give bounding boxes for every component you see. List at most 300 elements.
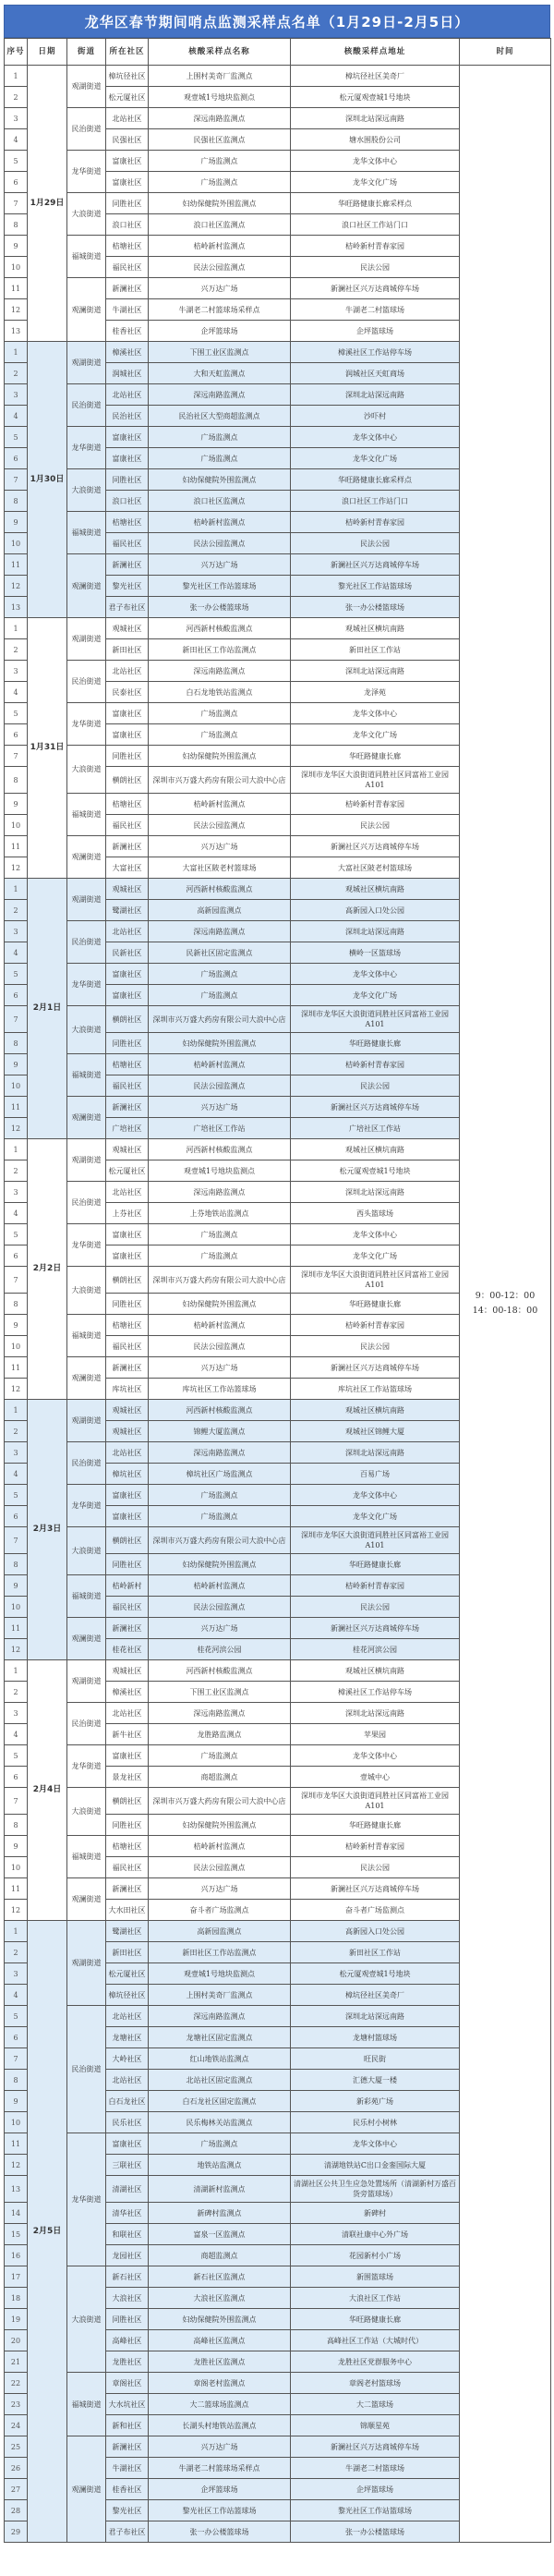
cell-street: 福城街道	[67, 236, 106, 278]
cell-site-name: 下围工业区监测点	[149, 342, 291, 363]
cell-site-address: 华旺路健康长廊	[291, 746, 460, 767]
cell-date: 2月4日	[28, 1660, 67, 1921]
cell-street: 福城街道	[67, 512, 106, 554]
cell-seq: 6	[5, 1506, 28, 1527]
cell-street: 观澜街道	[67, 554, 106, 618]
cell-site-name: 牛湖老二村篮球场采样点	[149, 2458, 291, 2479]
cell-seq: 1	[5, 879, 28, 900]
cell-site-name: 广场监测点	[149, 151, 291, 172]
cell-community: 大富社区	[106, 857, 149, 879]
cell-site-name: 桔岭新村监测点	[149, 1054, 291, 1075]
cell-community: 大浪社区	[106, 2288, 149, 2309]
cell-seq: 7	[5, 193, 28, 214]
cell-site-name: 新石社区监测点	[149, 2266, 291, 2288]
cell-street: 龙华街道	[67, 151, 106, 193]
cell-seq: 8	[5, 491, 28, 512]
cell-street: 福城街道	[67, 1575, 106, 1618]
cell-site-address: 龙华文化广场	[291, 172, 460, 193]
cell-site-name: 广场监测点	[149, 1245, 291, 1267]
cell-community: 新澜社区	[106, 1618, 149, 1639]
cell-community: 富康社区	[106, 724, 149, 746]
cell-seq: 1	[5, 342, 28, 363]
cell-site-name: 长湖头村地铁站监测点	[149, 2415, 291, 2436]
cell-seq: 9	[5, 794, 28, 815]
cell-site-name: 库坑社区工作站篮球场	[149, 1379, 291, 1400]
cell-site-address: 华旺路健康长廊	[291, 1815, 460, 1836]
cell-community: 民乐社区	[106, 2112, 149, 2133]
cell-seq: 1	[5, 1400, 28, 1421]
cell-street: 观湖街道	[67, 66, 106, 108]
cell-community: 高峰社区	[106, 2330, 149, 2351]
cell-site-address: 龙华文化广场	[291, 985, 460, 1006]
cell-site-address: 桔岭新村青春家园	[291, 1054, 460, 1075]
cell-community: 富康社区	[106, 151, 149, 172]
cell-community: 观城社区	[106, 879, 149, 900]
cell-seq: 2	[5, 1682, 28, 1703]
cell-community: 福民社区	[106, 1336, 149, 1357]
cell-site-address: 民法公园	[291, 1336, 460, 1357]
cell-date: 2月3日	[28, 1400, 67, 1660]
cell-site-address: 西头篮球场	[291, 1203, 460, 1224]
cell-community: 民强社区	[106, 129, 149, 151]
cell-site-name: 新田社区工作站监测点	[149, 1942, 291, 1963]
cell-seq: 10	[5, 533, 28, 554]
cell-seq: 2	[5, 1942, 28, 1963]
cell-seq: 23	[5, 2394, 28, 2415]
cell-site-address: 大二篮球场	[291, 2394, 460, 2415]
cell-seq: 10	[5, 257, 28, 278]
cell-site-address: 民法公园	[291, 1597, 460, 1618]
cell-seq: 7	[5, 1006, 28, 1033]
cell-community: 观城社区	[106, 618, 149, 639]
cell-seq: 11	[5, 554, 28, 576]
cell-site-name: 龙胜社区监测点	[149, 2351, 291, 2373]
cell-seq: 10	[5, 1075, 28, 1097]
cell-seq: 1	[5, 66, 28, 87]
cell-street: 龙华街道	[67, 427, 106, 469]
cell-site-address: 桔岭新村青春家园	[291, 794, 460, 815]
cell-seq: 17	[5, 2266, 28, 2288]
cell-seq: 7	[5, 2048, 28, 2070]
cell-community: 福民社区	[106, 1857, 149, 1878]
cell-site-address: 桔岭新村青春家园	[291, 1575, 460, 1597]
cell-site-address: 桔岭新村青春家园	[291, 1315, 460, 1336]
cell-site-address: 樟溪社区工作站停车场	[291, 1682, 460, 1703]
cell-site-name: 河西新村核酸监测点	[149, 1400, 291, 1421]
cell-site-address: 深圳市龙华区大浪街道同胜社区同富裕工业园A101	[291, 1788, 460, 1815]
cell-site-name: 广场监测点	[149, 1506, 291, 1527]
cell-community: 福民社区	[106, 1075, 149, 1097]
cell-street: 大浪街道	[67, 746, 106, 794]
cell-community: 新澜社区	[106, 554, 149, 576]
cell-community: 福民社区	[106, 1597, 149, 1618]
cell-site-name: 黎光社区工作站篮球场	[149, 2500, 291, 2521]
cell-community: 富康社区	[106, 427, 149, 448]
cell-community: 同胜社区	[106, 1033, 149, 1054]
cell-seq: 8	[5, 1554, 28, 1575]
cell-site-address: 新澜社区兴万达商城停车场	[291, 1357, 460, 1379]
cell-community: 景龙社区	[106, 1767, 149, 1788]
cell-seq: 5	[5, 703, 28, 724]
cell-site-address: 新围篮球场	[291, 2266, 460, 2288]
cell-site-address: 樟坑径社区美奇厂	[291, 1985, 460, 2006]
cell-seq: 27	[5, 2479, 28, 2500]
cell-site-name: 民法公园监测点	[149, 1857, 291, 1878]
cell-seq: 6	[5, 1245, 28, 1267]
cell-street: 观湖街道	[67, 879, 106, 921]
cell-community: 清湖社区	[106, 2176, 149, 2203]
cell-seq: 10	[5, 1857, 28, 1878]
cell-community: 广培社区	[106, 1118, 149, 1139]
cell-community: 民治社区	[106, 406, 149, 427]
table-body	[5, 66, 551, 2543]
cell-community: 君子布社区	[106, 2521, 149, 2543]
cell-seq: 2	[5, 639, 28, 661]
cell-seq: 12	[5, 576, 28, 597]
header-seq: 序号	[5, 39, 28, 66]
cell-site-address: 龙华文化广场	[291, 1245, 460, 1267]
cell-seq: 8	[5, 767, 28, 794]
cell-seq: 8	[5, 2070, 28, 2091]
cell-seq: 7	[5, 746, 28, 767]
cell-community: 北站社区	[106, 921, 149, 942]
cell-street: 观澜街道	[67, 1357, 106, 1400]
cell-site-name: 民法公园监测点	[149, 1075, 291, 1097]
cell-site-name: 兴万达广场	[149, 554, 291, 576]
header-date: 日期	[28, 39, 67, 66]
cell-site-address: 黎光社区工作站篮球场	[291, 2500, 460, 2521]
cell-seq: 1	[5, 1139, 28, 1160]
cell-site-name: 张一办公楼篮球场	[149, 597, 291, 618]
cell-site-address: 观城社区横坑南路	[291, 618, 460, 639]
cell-community: 牛湖社区	[106, 299, 149, 321]
cell-site-name: 上围村美奇厂监测点	[149, 66, 291, 87]
cell-site-address: 润城社区天虹商场	[291, 363, 460, 384]
cell-site-address: 民法公园	[291, 815, 460, 836]
cell-community: 牛湖社区	[106, 2458, 149, 2479]
cell-seq: 3	[5, 108, 28, 129]
cell-street: 龙华街道	[67, 2133, 106, 2266]
cell-seq: 13	[5, 321, 28, 342]
cell-street: 民治街道	[67, 384, 106, 427]
cell-site-name: 民治社区大型商超监测点	[149, 406, 291, 427]
cell-site-name: 兴万达广场	[149, 278, 291, 299]
cell-site-address: 牛湖老二村篮球场	[291, 299, 460, 321]
cell-site-name: 深圳市兴万盛大药房有限公司大浪中心店	[149, 767, 291, 794]
cell-community: 樟坑社区	[106, 1464, 149, 1485]
cell-community: 北站社区	[106, 2070, 149, 2091]
cell-site-address: 高峰社区工作站（大城时代）	[291, 2330, 460, 2351]
cell-street: 大浪街道	[67, 1267, 106, 1315]
cell-seq: 2	[5, 900, 28, 921]
cell-site-address: 樟溪社区工作站停车场	[291, 342, 460, 363]
cell-street: 观湖街道	[67, 1921, 106, 2006]
cell-seq: 2	[5, 363, 28, 384]
cell-seq: 12	[5, 1379, 28, 1400]
cell-seq: 22	[5, 2373, 28, 2394]
header-name: 核酸采样点名称	[149, 39, 291, 66]
cell-site-address: 深圳北站深远南路	[291, 921, 460, 942]
cell-seq: 6	[5, 985, 28, 1006]
cell-site-name: 妇幼保健院外围监测点	[149, 746, 291, 767]
cell-site-name: 白石龙地铁站监测点	[149, 682, 291, 703]
cell-site-address: 高新园入口处公园	[291, 1921, 460, 1942]
cell-site-address: 苹果园	[291, 1724, 460, 1745]
cell-site-name: 广培社区工作站	[149, 1118, 291, 1139]
cell-street: 龙华街道	[67, 1745, 106, 1788]
cell-site-name: 广场监测点	[149, 172, 291, 193]
table-row	[5, 66, 551, 87]
cell-street: 大浪街道	[67, 2266, 106, 2373]
cell-site-name: 河西新村核酸监测点	[149, 1660, 291, 1682]
cell-site-address: 大浪社区工作站	[291, 2288, 460, 2309]
cell-site-name: 高新园监测点	[149, 900, 291, 921]
cell-community: 桔岭新村	[106, 1575, 149, 1597]
cell-site-name: 白石龙社区固定监测点	[149, 2091, 291, 2112]
cell-seq: 4	[5, 1464, 28, 1485]
cell-community: 北站社区	[106, 108, 149, 129]
cell-community: 黎光社区	[106, 576, 149, 597]
cell-site-name: 深远南路监测点	[149, 1442, 291, 1464]
cell-community: 桔塘社区	[106, 512, 149, 533]
cell-site-name: 桔岭新村监测点	[149, 236, 291, 257]
cell-site-name: 上围村美奇厂监测点	[149, 1985, 291, 2006]
cell-site-address: 清联社康中心外广场	[291, 2224, 460, 2245]
cell-site-address: 张一办公楼篮球场	[291, 2521, 460, 2543]
cell-community: 樟溪社区	[106, 342, 149, 363]
cell-site-name: 深圳市兴万盛大药房有限公司大浪中心店	[149, 1527, 291, 1554]
cell-site-name: 妇幼保健院外围监测点	[149, 469, 291, 491]
cell-site-name: 章阁老村监测点	[149, 2373, 291, 2394]
cell-site-name: 深远南路监测点	[149, 384, 291, 406]
cell-seq: 11	[5, 1357, 28, 1379]
cell-seq: 9	[5, 1575, 28, 1597]
cell-site-name: 广场监测点	[149, 1485, 291, 1506]
cell-site-address: 深圳北站深远南路	[291, 2006, 460, 2027]
cell-seq: 12	[5, 1639, 28, 1660]
cell-seq: 6	[5, 2027, 28, 2048]
cell-seq: 29	[5, 2521, 28, 2543]
cell-community: 润城社区	[106, 363, 149, 384]
cell-street: 观澜街道	[67, 1878, 106, 1921]
cell-community: 新和社区	[106, 2415, 149, 2436]
cell-seq: 4	[5, 682, 28, 703]
cell-community: 富康社区	[106, 1485, 149, 1506]
cell-seq: 11	[5, 1878, 28, 1900]
cell-community: 同胜社区	[106, 1554, 149, 1575]
cell-site-address: 民乐村小树林	[291, 2112, 460, 2133]
cell-site-address: 华旺路健康长廊	[291, 1033, 460, 1054]
cell-community: 富康社区	[106, 964, 149, 985]
cell-site-name: 妇幼保健院外围监测点	[149, 2309, 291, 2330]
cell-community: 福民社区	[106, 257, 149, 278]
cell-date: 1月30日	[28, 342, 67, 618]
cell-street: 福城街道	[67, 2373, 106, 2436]
header-street: 街道	[67, 39, 106, 66]
cell-community: 库坑社区	[106, 1379, 149, 1400]
cell-community: 大水田社区	[106, 1900, 149, 1921]
cell-community: 新澜社区	[106, 278, 149, 299]
cell-site-address: 民法公园	[291, 533, 460, 554]
cell-site-name: 妇幼保健院外围监测点	[149, 1294, 291, 1315]
cell-date: 2月2日	[28, 1139, 67, 1400]
cell-community: 观城社区	[106, 1421, 149, 1442]
cell-site-name: 观壹城1号地块监测点	[149, 87, 291, 108]
cell-seq: 9	[5, 1054, 28, 1075]
header-time: 时间	[460, 39, 551, 66]
cell-site-address: 奋斗者广场监测点	[291, 1900, 460, 1921]
cell-seq: 6	[5, 1767, 28, 1788]
cell-community: 富康社区	[106, 985, 149, 1006]
cell-site-name: 兴万达广场	[149, 1878, 291, 1900]
cell-seq: 26	[5, 2458, 28, 2479]
cell-street: 龙华街道	[67, 703, 106, 746]
cell-seq: 12	[5, 2155, 28, 2176]
cell-street: 观澜街道	[67, 1618, 106, 1660]
cell-site-address: 华旺路健康长廊	[291, 2309, 460, 2330]
cell-site-address: 新澜社区兴万达商城停车场	[291, 836, 460, 857]
cell-site-address: 花园新村小广场	[291, 2245, 460, 2266]
page-title: 龙华区春节期间哨点监测采样点名单（1月29日-2月5日）	[4, 5, 550, 38]
cell-seq: 10	[5, 815, 28, 836]
cell-site-name: 深远南路监测点	[149, 1182, 291, 1203]
cell-community: 富康社区	[106, 2133, 149, 2155]
cell-site-name: 富泉一区监测点	[149, 2224, 291, 2245]
cell-site-name: 新田社区工作站监测点	[149, 639, 291, 661]
cell-site-name: 河西新村核酸监测点	[149, 1139, 291, 1160]
cell-site-name: 清湖新村监测点	[149, 2176, 291, 2203]
cell-community: 鹭湖社区	[106, 1921, 149, 1942]
table-header-row	[5, 39, 551, 66]
cell-site-name: 牛湖老二村篮球场采样点	[149, 299, 291, 321]
cell-site-name: 兴万达广场	[149, 1618, 291, 1639]
cell-site-name: 广场监测点	[149, 427, 291, 448]
cell-street: 大浪街道	[67, 1527, 106, 1575]
cell-site-name: 妇幼保健院外围监测点	[149, 1554, 291, 1575]
cell-site-name: 桔岭新村监测点	[149, 1836, 291, 1857]
cell-seq: 4	[5, 1724, 28, 1745]
cell-site-address: 民法公园	[291, 1075, 460, 1097]
cell-site-name: 深远南路监测点	[149, 921, 291, 942]
cell-community: 桔塘社区	[106, 794, 149, 815]
cell-site-name: 樟坑社区广场监测点	[149, 1464, 291, 1485]
cell-site-name: 大浪社区监测点	[149, 2288, 291, 2309]
cell-seq: 13	[5, 2176, 28, 2203]
cell-street: 福城街道	[67, 794, 106, 836]
cell-site-address: 沙吓村	[291, 406, 460, 427]
cell-site-address: 松元厦观壹城1号地块	[291, 1160, 460, 1182]
cell-site-address: 新彩苑广场	[291, 2091, 460, 2112]
cell-community: 北站社区	[106, 1182, 149, 1203]
cell-community: 新田社区	[106, 1942, 149, 1963]
cell-seq: 25	[5, 2436, 28, 2458]
cell-street: 龙华街道	[67, 964, 106, 1006]
cell-community: 新澜社区	[106, 1878, 149, 1900]
cell-site-name: 河西新村核酸监测点	[149, 618, 291, 639]
cell-seq: 16	[5, 2245, 28, 2266]
cell-community: 君子布社区	[106, 597, 149, 618]
cell-site-name: 商超监测点	[149, 2245, 291, 2266]
cell-street: 福城街道	[67, 1836, 106, 1878]
cell-site-address: 龙胜社区党群服务中心	[291, 2351, 460, 2373]
cell-community: 富康社区	[106, 1745, 149, 1767]
cell-community: 北站社区	[106, 661, 149, 682]
cell-community: 横朗社区	[106, 767, 149, 794]
cell-seq: 20	[5, 2330, 28, 2351]
cell-site-name: 锦鲤大厦监测点	[149, 1421, 291, 1442]
cell-community: 清华社区	[106, 2203, 149, 2224]
cell-seq: 3	[5, 384, 28, 406]
cell-street: 观澜街道	[67, 1097, 106, 1139]
cell-site-name: 大和天虹监测点	[149, 363, 291, 384]
cell-seq: 3	[5, 1963, 28, 1985]
cell-site-name: 深圳市兴万盛大药房有限公司大浪中心店	[149, 1788, 291, 1815]
cell-community: 横朗社区	[106, 1527, 149, 1554]
cell-seq: 5	[5, 2006, 28, 2027]
cell-site-address: 新碑村	[291, 2203, 460, 2224]
cell-site-address: 深圳市龙华区大浪街道同胜社区同富裕工业园A101	[291, 767, 460, 794]
cell-seq: 5	[5, 1745, 28, 1767]
cell-site-address: 龙华文体中心	[291, 964, 460, 985]
cell-seq: 15	[5, 2224, 28, 2245]
cell-seq: 5	[5, 1485, 28, 1506]
cell-site-address: 横岭一区篮球场	[291, 942, 460, 964]
cell-site-address: 新田社区工作站	[291, 1942, 460, 1963]
cell-seq: 2	[5, 87, 28, 108]
cell-street: 民治街道	[67, 1442, 106, 1485]
cell-community: 福民社区	[106, 533, 149, 554]
cell-street: 观湖街道	[67, 1139, 106, 1182]
cell-site-address: 深圳北站深远南路	[291, 1442, 460, 1464]
cell-date: 1月31日	[28, 618, 67, 879]
cell-community: 富康社区	[106, 172, 149, 193]
cell-seq: 5	[5, 151, 28, 172]
cell-site-address: 张一办公楼篮球场	[291, 597, 460, 618]
cell-seq: 4	[5, 1203, 28, 1224]
cell-site-address: 深圳市龙华区大浪街道同胜社区同富裕工业园A101	[291, 1527, 460, 1554]
cell-site-name: 妇幼保健院外围监测点	[149, 193, 291, 214]
cell-street: 观湖街道	[67, 1400, 106, 1442]
cell-site-address: 民法公园	[291, 1857, 460, 1878]
cell-street: 大浪街道	[67, 193, 106, 236]
cell-site-address: 龙塘村篮球场	[291, 2027, 460, 2048]
cell-site-address: 龙华文体中心	[291, 1745, 460, 1767]
cell-community: 黎光社区	[106, 2500, 149, 2521]
cell-community: 同胜社区	[106, 1294, 149, 1315]
cell-site-address: 新澜社区兴万达商城停车场	[291, 1097, 460, 1118]
cell-site-name: 观壹城1号地块监测点	[149, 1160, 291, 1182]
cell-community: 福民社区	[106, 815, 149, 836]
cell-site-address: 黎光社区工作站篮球场	[291, 576, 460, 597]
cell-site-address: 清湖社区公共卫生应急处置场所（清湖新村万盛百货旁篮球场）	[291, 2176, 460, 2203]
cell-community: 新田社区	[106, 639, 149, 661]
cell-street: 民治街道	[67, 1703, 106, 1745]
cell-community: 龙塘社区	[106, 2027, 149, 2048]
cell-seq: 9	[5, 512, 28, 533]
cell-site-address: 樟坑径社区美奇厂	[291, 66, 460, 87]
cell-site-name: 广场监测点	[149, 1745, 291, 1767]
cell-street: 大浪街道	[67, 1788, 106, 1836]
cell-site-name: 民法公园监测点	[149, 533, 291, 554]
cell-community: 大水坑社区	[106, 2394, 149, 2415]
cell-site-name: 桔岭新村监测点	[149, 794, 291, 815]
cell-site-address: 华旺路健康长廊采样点	[291, 469, 460, 491]
cell-site-address: 龙华文体中心	[291, 1485, 460, 1506]
cell-site-address: 浪口社区工作站门口	[291, 214, 460, 236]
cell-seq: 21	[5, 2351, 28, 2373]
cell-community: 横朗社区	[106, 1006, 149, 1033]
cell-community: 浪口社区	[106, 214, 149, 236]
